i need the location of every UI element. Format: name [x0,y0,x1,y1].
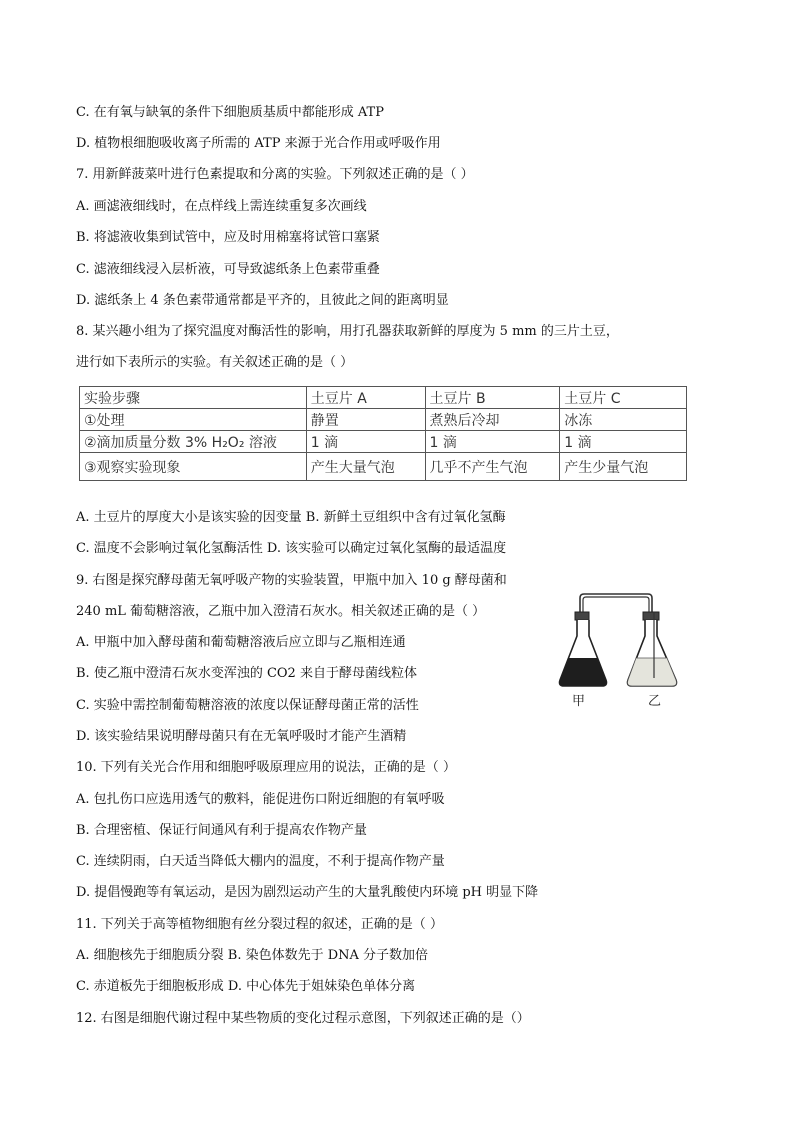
table-cell: 冰冻 [560,409,687,431]
option-a-q9: A. 甲瓶中加入酵母菌和葡萄糖溶液后应立即与乙瓶相连通 [76,635,406,650]
table-cell: 产生大量气泡 [306,453,425,481]
table-cell: 产生少量气泡 [560,453,687,481]
table-header-cell: 土豆片 B [425,387,560,409]
option-d-q10: D. 提倡慢跑等有氧运动，是因为剧烈运动产生的大量乳酸使内环境 pH 明显下降 [76,885,539,900]
option-d-q6: D. 植物根细胞吸收离子所需的 ATP 来源于光合作用或呼吸作用 [76,136,441,151]
table-cell: 1 滴 [560,431,687,453]
options-cd-q8: C. 温度不会影响过氧化氢酶活性 D. 该实验可以确定过氧化氢酶的最适温度 [76,541,507,556]
options-cd-q11: C. 赤道板先于细胞板形成 D. 中心体先于姐妹染色单体分离 [76,979,416,994]
question-12: 12. 右图是细胞代谢过程中某些物质的变化过程示意图，下列叙述正确的是（） [76,1011,530,1026]
table-row [80,453,687,481]
question-7: 7. 用新鲜菠菜叶进行色素提取和分离的实验。下列叙述正确的是（ ） [76,167,474,182]
option-b-q7: B. 将滤液收集到试管中，应及时用棉塞将试管口塞紧 [76,230,380,245]
question-11: 11. 下列关于高等植物细胞有丝分裂过程的叙述，正确的是（ ） [76,917,443,932]
table-header-cell: 土豆片 A [306,387,425,409]
table-cell: ②滴加质量分数 3% H₂O₂ 溶液 [80,431,307,453]
table-cell: 1 滴 [425,431,560,453]
option-c-q6: C. 在有氧与缺氧的条件下细胞质基质中都能形成 ATP [76,105,384,120]
flask-label-jia: 甲 [572,694,586,709]
table-row [80,409,687,431]
option-b-q10: B. 合理密植、保证行间通风有利于提高农作物产量 [76,823,367,838]
option-c-q9: C. 实验中需控制葡萄糖溶液的浓度以保证酵母菌正常的活性 [76,698,419,713]
option-c-q7: C. 滤液细线浸入层析液，可导致滤纸条上色素带重叠 [76,262,380,277]
table-cell: 煮熟后冷却 [425,409,560,431]
options-ab-q11: A. 细胞核先于细胞质分裂 B. 染色体数先于 DNA 分子数加倍 [76,948,429,963]
options-ab-q8: A. 土豆片的厚度大小是该实验的因变量 B. 新鲜土豆组织中含有过氧化氢酶 [76,510,506,525]
table-header-cell: 实验步骤 [80,387,307,409]
yeast-apparatus-figure [556,592,692,708]
question-9: 9. 右图是探究酵母菌无氧呼吸产物的实验装置，甲瓶中加入 10 g 酵母菌和 [76,573,507,588]
option-a-q7: A. 画滤液细线时，在点样线上需连续重复多次画线 [76,199,367,214]
table-cell: 几乎不产生气泡 [425,453,560,481]
table-header-row [80,387,687,409]
option-d-q9: D. 该实验结果说明酵母菌只有在无氧呼吸时才能产生酒精 [76,729,407,744]
option-c-q10: C. 连续阴雨，白天适当降低大棚内的温度，不利于提高作物产量 [76,854,445,869]
table-row [80,431,687,453]
experiment-table [79,386,687,481]
question-10: 10. 下列有关光合作用和细胞呼吸原理应用的说法，正确的是（ ） [76,760,456,775]
option-a-q10: A. 包扎伤口应选用透气的敷料，能促进伤口附近细胞的有氧呼吸 [76,792,445,807]
table-cell: 1 滴 [306,431,425,453]
option-b-q9: B. 使乙瓶中澄清石灰水变浑浊的 CO2 来自于酵母菌线粒体 [76,666,417,681]
flask-label-yi: 乙 [648,694,662,709]
table-cell: ①处理 [80,409,307,431]
table-cell: 静置 [306,409,425,431]
question-8-cont: 进行如下表所示的实验。有关叙述正确的是（ ） [76,355,354,370]
table-cell: ③观察实验现象 [80,453,307,481]
question-9-cont: 240 mL 葡萄糖溶液，乙瓶中加入澄清石灰水。相关叙述正确的是（ ） [76,604,486,619]
option-d-q7: D. 滤纸条上 4 条色素带通常都是平齐的，且彼此之间的距离明显 [76,293,449,308]
question-8: 8. 某兴趣小组为了探究温度对酶活性的影响，用打孔器获取新鲜的厚度为 5 mm 的三片土豆， [76,324,619,339]
table-header-cell: 土豆片 C [560,387,687,409]
